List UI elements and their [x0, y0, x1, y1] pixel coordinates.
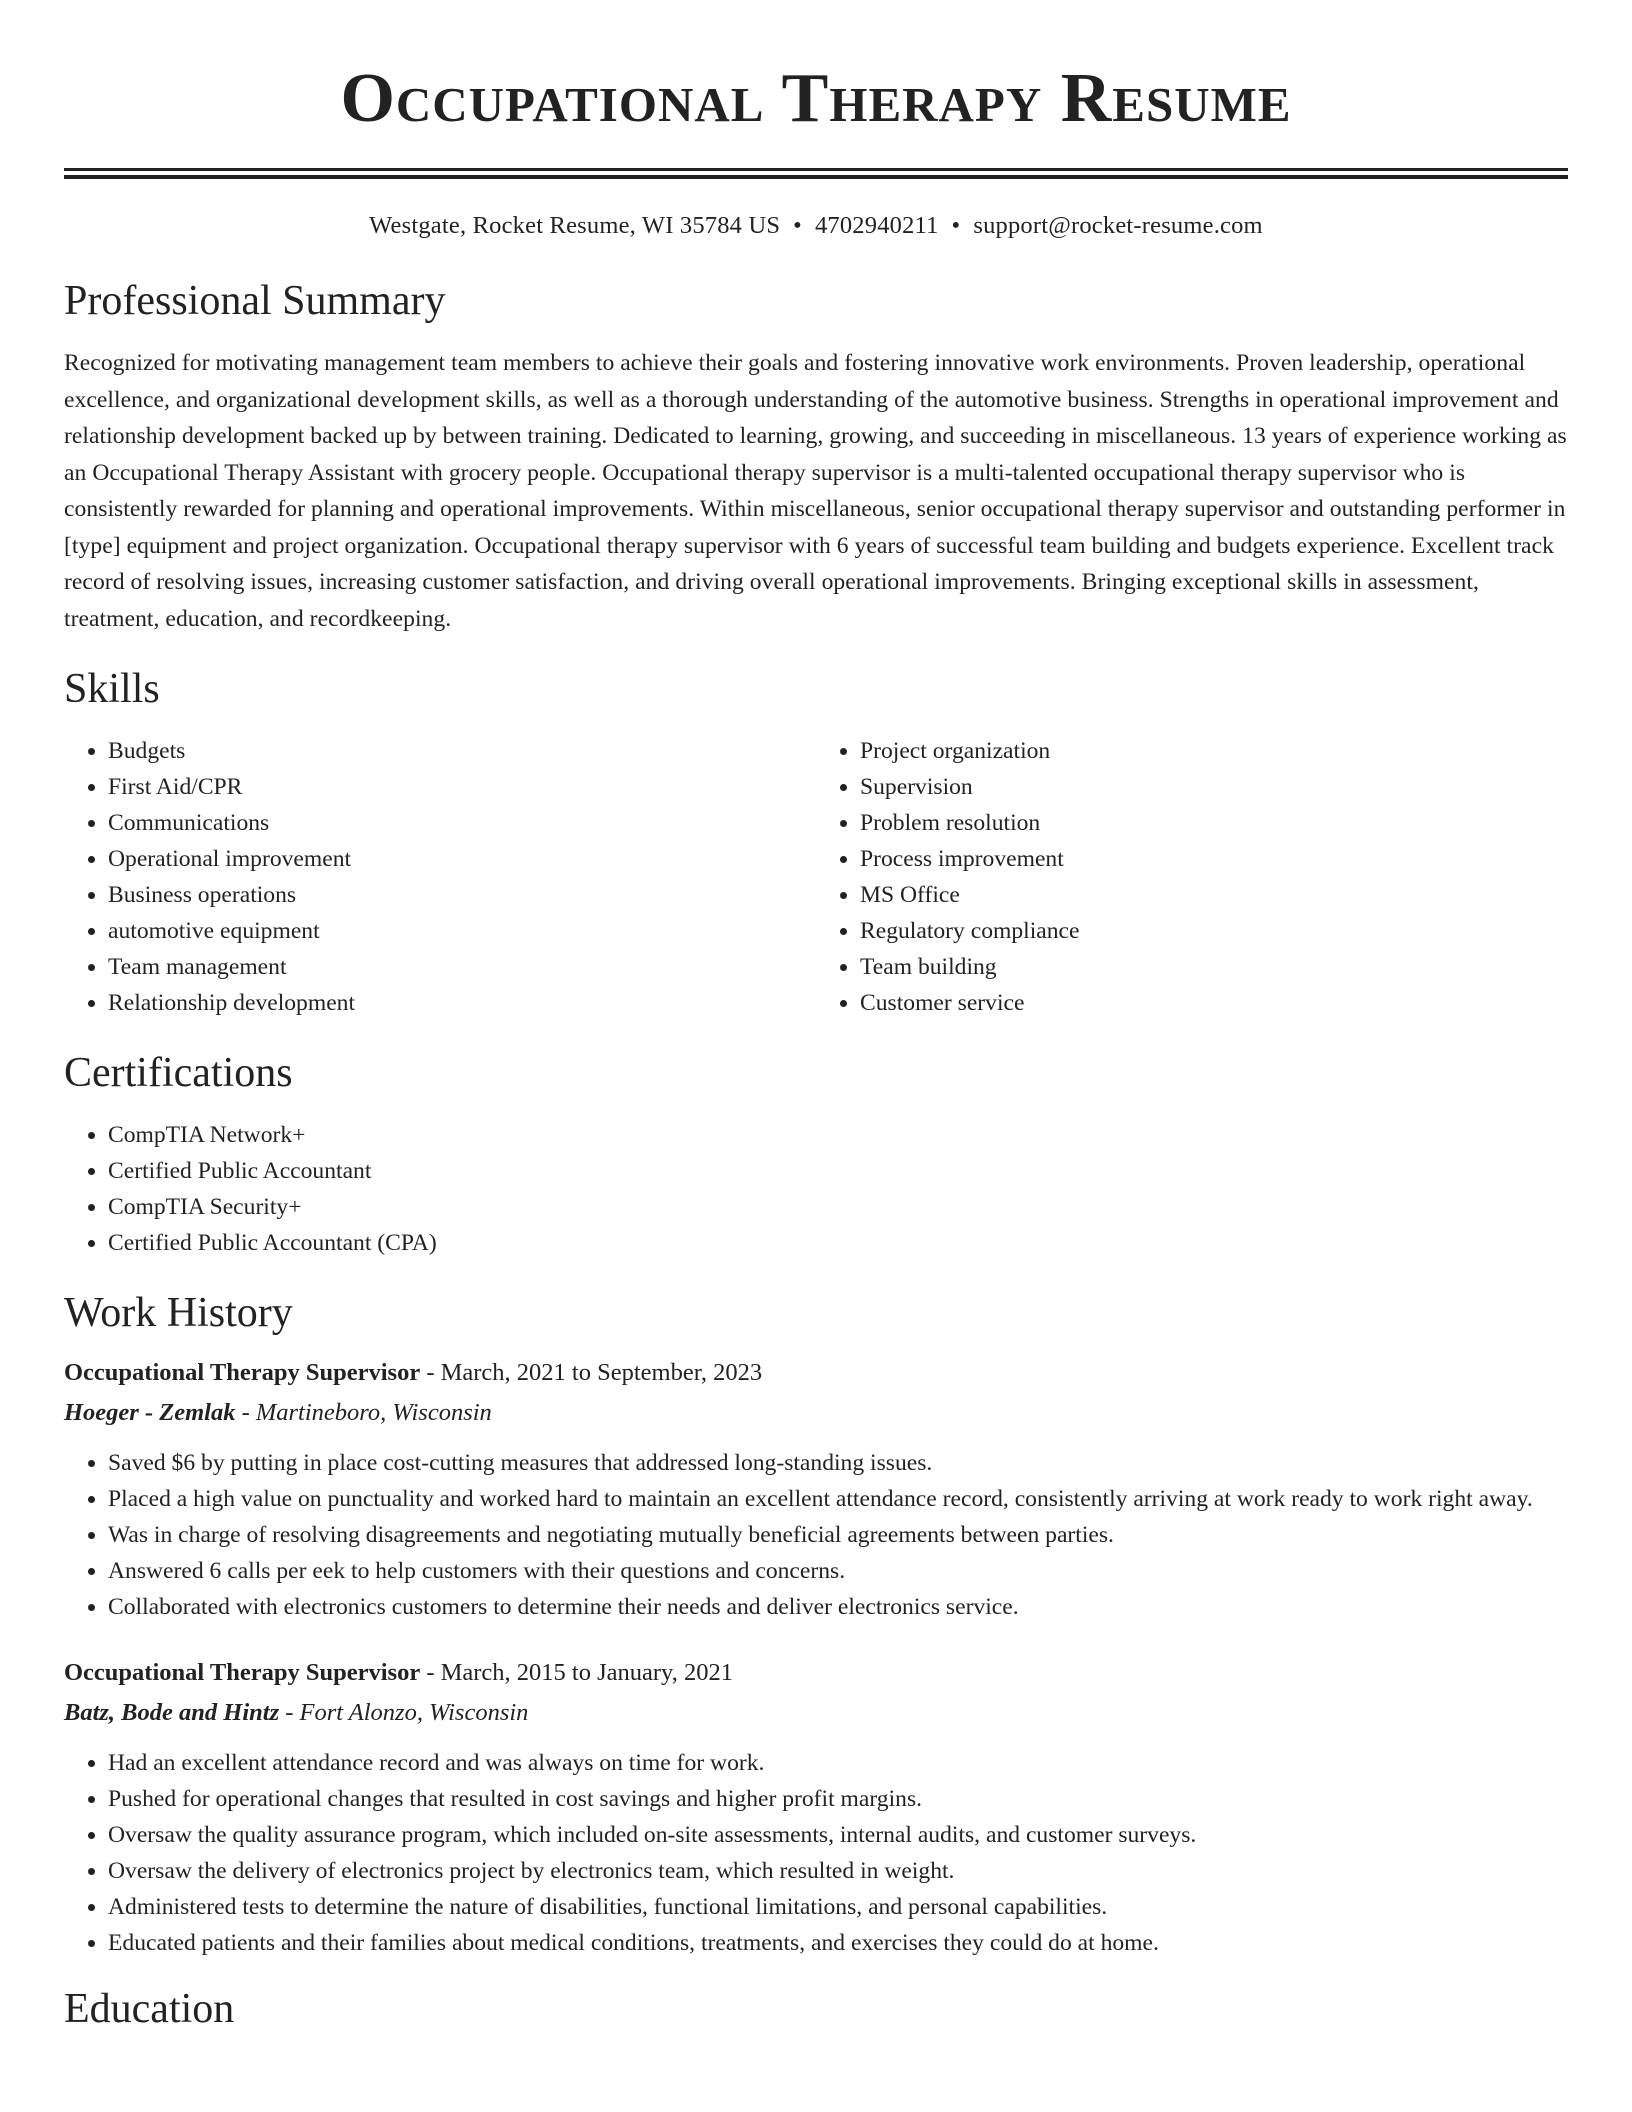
skill-item: • Team management	[108, 949, 816, 985]
certifications-list	[64, 1117, 1568, 1261]
job-bullet: • Had an excellent attendance record and was always on time for work.	[108, 1745, 1568, 1781]
skills-section	[64, 663, 1568, 1021]
job-bullet: • Oversaw the delivery of electronics project by electronics team, which resulted in weight.	[108, 1853, 1568, 1889]
job-bullet: • Answered 6 calls per eek to help customers with their questions and concerns.	[108, 1553, 1568, 1589]
job-dates: - March, 2021 to September, 2023	[420, 1359, 763, 1386]
job-company: Hoeger - Zemlak	[64, 1399, 236, 1426]
certifications-heading: Certifications	[64, 1050, 293, 1096]
certifications-section	[64, 1047, 1568, 1261]
job-location: - Fort Alonzo, Wisconsin	[279, 1699, 529, 1726]
skills-list-right	[816, 733, 1568, 1021]
summary-text: Recognized for motivating management team members to achieve their goals and fostering innovative work environments. Proven leadership, operational excellence, and organizational development skills, as well as a thorough understanding of the automotive business. Strengths in operational improvement and relationship development backed up by between training. Dedicated to learning, growing, and succeeding in miscellaneous. 13 years of experience working as an Occupational Therapy Assistant with grocery people. Occupational therapy supervisor is a multi-talented occupational therapy supervisor who is consistently rewarded for planning and operational improvements. Within miscellaneous, senior occupational therapy supervisor and outstanding performer in [type] equipment and project organization. Occupational therapy supervisor with 6 years of successful team building and budgets experience. Excellent track record of resolving issues, increasing customer satisfaction, and driving overall operational improvements. Bringing exceptional skills in assessment, treatment, education, and recordkeeping.	[64, 350, 1567, 632]
skills-list-left	[64, 733, 816, 1021]
job-company-line	[64, 1693, 1568, 1733]
skill-item: • MS Office	[860, 877, 1568, 913]
summary-heading: Professional Summary	[64, 278, 446, 324]
job-bullet: • Was in charge of resolving disagreements and negotiating mutually beneficial agreements between parties.	[108, 1517, 1568, 1553]
summary-section	[64, 275, 1568, 637]
skill-item: • Customer service	[860, 985, 1568, 1021]
skill-item: • Supervision	[860, 769, 1568, 805]
job-bullet: • Placed a high value on punctuality and worked hard to maintain an excellent attendance record, consistently arriving at work ready to work right away.	[108, 1481, 1568, 1517]
skills-heading: Skills	[64, 666, 160, 712]
job-dates: - March, 2015 to January, 2021	[420, 1659, 733, 1686]
certification-item: • Certified Public Accountant	[108, 1153, 1568, 1189]
skill-item: • Problem resolution	[860, 805, 1568, 841]
job-bullet: • Oversaw the quality assurance program, which included on-site assessments, internal audits, and customer surveys.	[108, 1817, 1568, 1853]
job-role: Occupational Therapy Supervisor	[64, 1659, 421, 1686]
certification-item: • CompTIA Network+	[108, 1117, 1568, 1153]
job-bullet: • Saved $6 by putting in place cost-cutting measures that addressed long-standing issues.	[108, 1445, 1568, 1481]
skill-item: • automotive equipment	[108, 913, 816, 949]
job-title-line	[64, 1353, 1568, 1393]
education-section	[64, 1983, 1568, 2035]
job-bullets	[64, 1745, 1568, 1961]
job-title-line	[64, 1653, 1568, 1693]
job-bullets	[64, 1445, 1568, 1625]
skill-item: • Operational improvement	[108, 841, 816, 877]
skill-item: • Project organization	[860, 733, 1568, 769]
page-title: Occupational Therapy Resume	[340, 60, 1292, 137]
certification-item: • Certified Public Accountant (CPA)	[108, 1225, 1568, 1261]
skill-item: • Budgets	[108, 733, 816, 769]
contact-line	[64, 209, 1568, 243]
education-heading: Education	[64, 1986, 235, 2032]
job-entry	[64, 1653, 1568, 1961]
skill-item: • Team building	[860, 949, 1568, 985]
certification-item: • CompTIA Security+	[108, 1189, 1568, 1225]
contact-phone: 4702940211	[814, 212, 939, 239]
job-role: Occupational Therapy Supervisor	[64, 1359, 421, 1386]
work-history-section	[64, 1287, 1568, 1961]
job-bullet: • Administered tests to determine the nature of disabilities, functional limitations, and personal capabilities.	[108, 1889, 1568, 1925]
skill-item: • Regulatory compliance	[860, 913, 1568, 949]
job-company: Batz, Bode and Hintz	[64, 1699, 280, 1726]
skills-columns	[64, 733, 1568, 1021]
job-bullet: • Educated patients and their families about medical conditions, treatments, and exercises they could do at home.	[108, 1925, 1568, 1961]
contact-separator: •	[793, 212, 802, 239]
contact-email: support@rocket-resume.com	[973, 212, 1263, 239]
work-history-heading: Work History	[64, 1290, 293, 1336]
skill-item: • First Aid/CPR	[108, 769, 816, 805]
job-bullet: • Collaborated with electronics customers to determine their needs and deliver electronics service.	[108, 1589, 1568, 1625]
contact-address: Westgate, Rocket Resume, WI 35784 US	[369, 212, 781, 239]
job-location: - Martineboro, Wisconsin	[235, 1399, 492, 1426]
skill-item: • Communications	[108, 805, 816, 841]
resume-page	[64, 0, 1568, 2035]
skill-item: • Relationship development	[108, 985, 816, 1021]
skill-item: • Process improvement	[860, 841, 1568, 877]
title-divider	[64, 168, 1568, 179]
job-bullet: • Pushed for operational changes that resulted in cost savings and higher profit margins.	[108, 1781, 1568, 1817]
contact-separator: •	[951, 212, 961, 239]
skill-item: • Business operations	[108, 877, 816, 913]
job-entry	[64, 1353, 1568, 1625]
job-company-line	[64, 1393, 1568, 1433]
